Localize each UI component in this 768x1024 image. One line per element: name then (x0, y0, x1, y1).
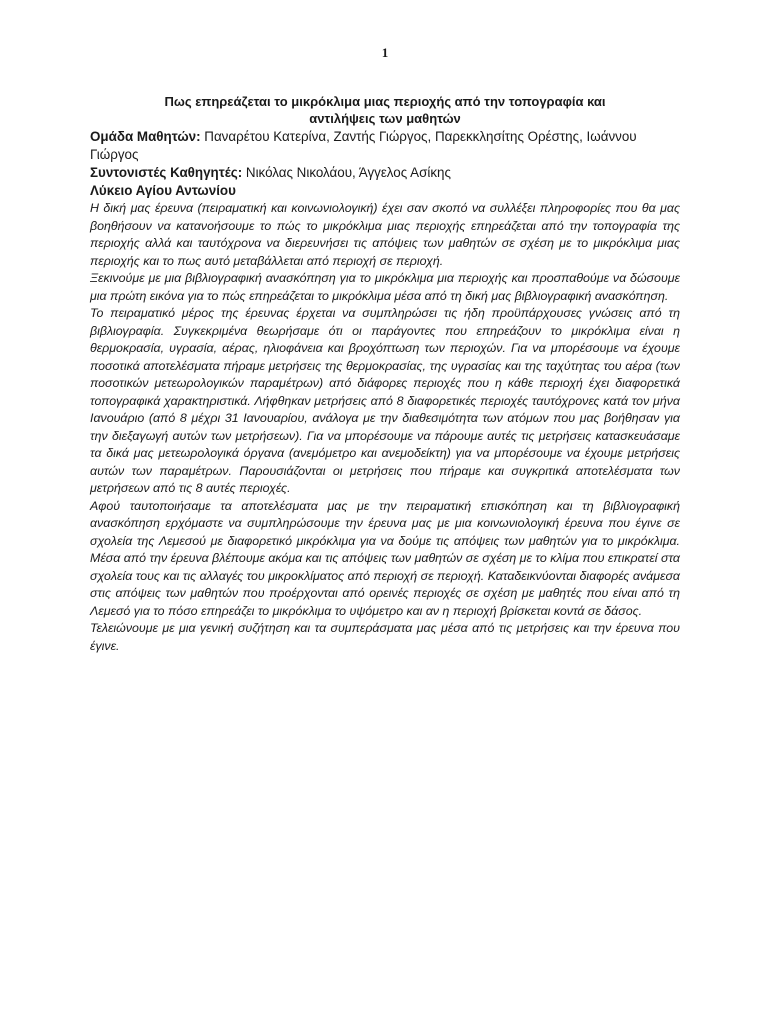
page-number: 1 (381, 45, 389, 60)
students-label: Ομάδα Μαθητών: (90, 129, 201, 144)
title-line-1: Πως επηρεάζεται το μικρόκλιμα μιας περιοχής από την τοπογραφία και (164, 94, 606, 109)
school-name: Λύκειο Αγίου Αντωνίου (90, 183, 236, 198)
paragraph-2: Ξεκινούμε με μια βιβλιογραφική ανασκόπηση για το μικρόκλιμα μια περιοχής και προσπαθούμε να δώσουμε μια πρώτη εικόνα για το πώς επηρεάζεται το μικρόκλιμα μέσα από τη δική μας βιβλιογραφική ανασκόπηση. (90, 271, 680, 303)
paragraph-5: Τελειώνουμε με μια γενική συζήτηση και τα συμπεράσματα μας μέσα από τις μετρήσεις και την έρευνα που έγινε. (90, 621, 680, 653)
teachers-line (90, 164, 680, 182)
paragraph-3: Το πειραματικό μέρος της έρευνας έρχεται να συμπληρώσει τις ήδη προϋπάρχουσες γνώσεις από τη βιβλιογραφία. Συγκεκριμένα θεωρήσαμε ότι οι παράγοντες που επηρεάζουν το μικρόκλιμα είναι η θερμοκρασία, υγρασία, αέρας, ηλιοφάνεια και βροχόπτωση των περιοχών. Για να μπορέσουμε να έχουμε ποσοτικά αποτελέσματα πήραμε μετρήσεις της θερμοκρασίας, της υγρασίας και της ταχύτητας του αέρα (των ποσοτικών μετεωρολογικών παραμέτρων) από διάφορες περιοχές που η κάθε περιοχή έχει διαφορετικά τοπογραφικά χαρακτηριστικά. Λήφθηκαν μετρήσεις από 8 διαφορετικές περιοχές ταυτόχρονες κατά τον μήνα Ιανουάριο (από 8 μέχρι 31 Ιανουαρίου, ανάλογα με την διαθεσιμότητα των ατόμων που μας βοήθησαν για την διεξαγωγή αυτών των μετρήσεων). Για να μπορέσουμε να πάρουμε αυτές τις μετρήσεις κατασκευάσαμε τα δικά μας μετεωρολογικά όργανα (ανεμόμετρο και ανεμοδείκτη) για να μπορέσουμε να έχουμε μετρήσεις αυτών των παραμέτρων. Παρουσιάζονται οι μετρήσεις που πήραμε και συγκριτικά αποτελέσματα των μετρήσεων από τις 8 αυτές περιοχές. (90, 306, 680, 495)
title-line-2: αντιλήψεις των μαθητών (309, 111, 461, 126)
students-line (90, 128, 680, 164)
students-value: Παναρέτου Κατερίνα, Ζαντής Γιώργος, Παρεκκλησίτης Ορέστης, Ιωάννου Γιώργος (90, 129, 637, 162)
paragraph-1: Η δική μας έρευνα (πειραματική και κοινωνιολογική) έχει σαν σκοπό να συλλέξει πληροφορίες που θα μας βοηθήσουν να κατανοήσουμε το πώς το μικρόκλιμα μιας περιοχής επηρεάζεται από την τοπογραφία της περιοχής αλλά και ταυτόχρονα να διερευνήσει τις απόψεις των μαθητών σε σχέση με το μικρόκλιμα μιας περιοχής και το πως αυτό μεταβάλλεται από περιοχή σε περιοχή. (90, 201, 680, 268)
document-title (90, 93, 680, 127)
teachers-label: Συντονιστές Καθηγητές: (90, 165, 243, 180)
authors-block (90, 128, 680, 200)
teachers-value: Νικόλας Νικολάου, Άγγελος Ασίκης (242, 165, 451, 180)
abstract-body (90, 200, 680, 655)
paragraph-4: Αφού ταυτοποιήσαμε τα αποτελέσματα μας με την πειραματική επισκόπηση και τη βιβλιογραφική ανασκόπηση ερχόμαστε να συμπληρώσουμε την έρευνα μας με μια κοινωνιολογική έρευνα που έγινε σε σχολεία της Λεμεσού με διαφορετικό μικρόκλιμα για να δούμε τις απόψεις των μαθητών για το μικρόκλιμα. Μέσα από την έρευνα βλέπουμε ακόμα και τις απόψεις των μαθητών σε σχέση με το κλίμα που επικρατεί στα σχολεία τους και τις αλλαγές του μικροκλίματος από περιοχή σε περιοχή. Καταδεικνύονται διαφορές ανάμεσα στις απόψεις των μαθητών που προέρχονται από ορεινές περιοχές σε σχέση με μαθητές που είναι από τη Λεμεσό για το πόσο επηρεάζει το μικρόκλιμα το υψόμετρο και αν η περιοχή βρίσκεται κοντά σε δάσος. (90, 498, 680, 618)
